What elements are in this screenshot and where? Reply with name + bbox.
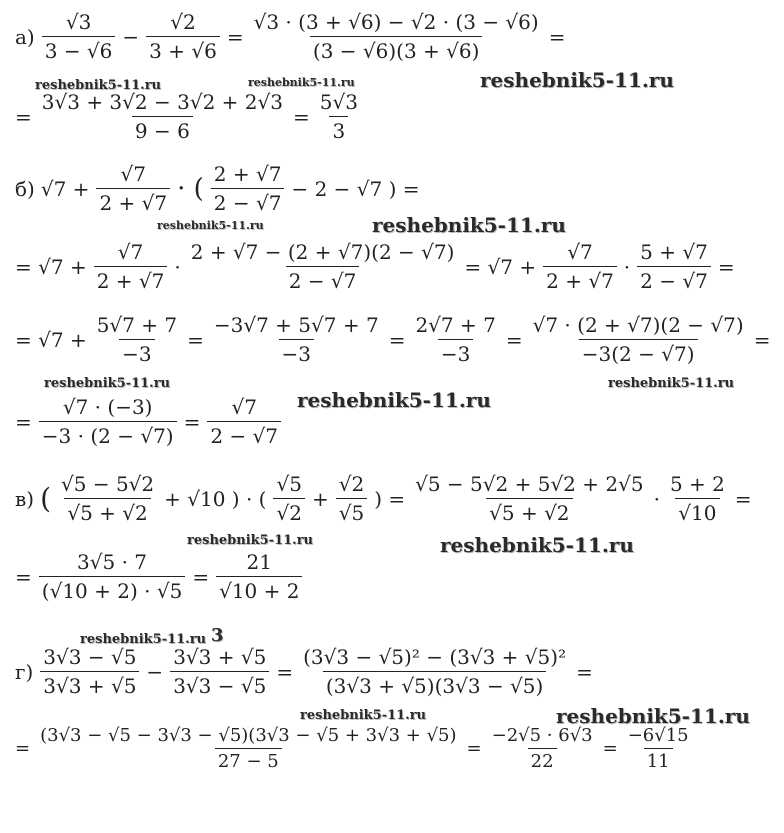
fraction: $\frac{√5 - 5√2 + 5√2 + 2√5}{√5 + √2}$ (415, 472, 644, 525)
fraction: $\frac{3√3 - √5}{3√3 + √5}$ (40, 645, 139, 698)
fraction: $\frac{√3}{3 - √6}$ (42, 10, 116, 63)
operator: = (548, 24, 566, 49)
operator: · (623, 254, 631, 279)
line-b-2 (12, 240, 738, 293)
expression: = √7 + (15, 254, 87, 279)
operator: = (602, 738, 618, 759)
line-g-1 (12, 645, 596, 698)
fraction: $\frac{2√7 + 7}{-3}$ (415, 313, 496, 366)
expression: − 2 − √7 ) = (291, 176, 420, 201)
fraction: $\frac{5 + √7}{2 - √7}$ (637, 240, 711, 293)
operator: = (226, 24, 244, 49)
fraction: $\frac{√7 \cdot (-3)}{-3 \cdot (2 - √7)}$ (39, 395, 177, 448)
expression: + √10 ) · ( (164, 486, 267, 511)
watermark: reshebnik5-11.ru (608, 376, 735, 391)
label-g: г) (15, 659, 34, 684)
fraction: $\frac{√3 \cdot (3 + √6) - √2 \cdot (3 - √6)}{(3 - √6)(3 + √6)}$ (253, 10, 539, 63)
fraction: $\frac{3√3 + 3√2 - 3√2 + 2√3}{9 - 6}$ (41, 90, 283, 143)
watermark: reshebnik5-11.ru (187, 533, 314, 548)
watermark: reshebnik5-11.ru (480, 68, 674, 92)
operator: = (576, 659, 593, 684)
operator: = (15, 738, 31, 759)
operator: = (276, 659, 294, 684)
line-a-2 (12, 90, 365, 143)
operator: = (734, 486, 752, 511)
operator: = (192, 564, 210, 589)
fraction: $\frac{√2}{√5}$ (336, 472, 367, 525)
watermark: reshebnik5-11.ru (157, 219, 264, 232)
watermark: reshebnik5-11.ru (35, 78, 162, 93)
fraction: $\frac{\text{(3√3 − √5)² − (3√3 + √5)²}}{(3√3 + √5)(3√3 - √5)}$ (303, 645, 567, 698)
fraction: $\frac{-3√7 + 5√7 + 7}{-3}$ (213, 313, 379, 366)
operator: = (15, 104, 32, 129)
fraction: $\frac{√7 \cdot (2 + √7)(2 - √7)}{-3(2 - √7)}$ (532, 313, 744, 366)
watermark: reshebnik5-11.ru (44, 376, 171, 391)
watermark: reshebnik5-11.ru (297, 388, 491, 412)
fraction: $\frac{√5}{√2}$ (273, 472, 304, 525)
operator: − (146, 659, 164, 684)
fraction: $\frac{√7}{2 - √7}$ (207, 395, 281, 448)
line-g-2 (12, 725, 696, 772)
paren: ( (40, 482, 51, 515)
expression: = √7 + (464, 254, 537, 279)
fraction: $\frac{5√7 + 7}{-3}$ (96, 313, 178, 366)
fraction: $\frac{3√5 \cdot 7}{(√10 + 2) \cdot √5}$ (39, 550, 186, 603)
operator: = (292, 104, 310, 129)
label-a: а) (15, 24, 35, 49)
fraction: $\frac{√7}{2 + √7}$ (96, 162, 170, 215)
fraction: $\frac{-6√15}{11}$ (627, 725, 689, 772)
line-v-1 (12, 472, 755, 525)
fraction: $\frac{√7}{2 + √7}$ (94, 240, 168, 293)
watermark: reshebnik5-11.ru (556, 704, 750, 728)
fraction: $\frac{√2}{3 + √6}$ (146, 10, 220, 63)
line-b-4 (12, 395, 285, 448)
operator: · (653, 486, 660, 511)
operator: = (388, 327, 406, 352)
watermark: reshebnik5-11.ru (248, 76, 355, 89)
stray-digit: 3 (211, 625, 224, 646)
fraction: $\frac{2 + √7 - (2 + √7)(2 - √7)}{2 - √7}$ (190, 240, 455, 293)
operator: + (311, 486, 329, 511)
fraction: $\frac{3√3 + √5}{3√3 - √5}$ (170, 645, 269, 698)
operator: = (753, 327, 771, 352)
label-v: в) (15, 486, 35, 511)
line-b-3 (12, 313, 773, 366)
operator: − (122, 24, 140, 49)
fraction: $\frac{-2√5 \cdot 6√3}{22}$ (491, 725, 593, 772)
operator: · (174, 254, 181, 279)
fraction: $\frac{5 + 2}{√10}$ (669, 472, 725, 525)
fraction: $\frac{5√3}{3}$ (319, 90, 358, 143)
expression: = √7 + (15, 327, 87, 352)
fraction: $\frac{2 + √7}{2 - √7}$ (211, 162, 285, 215)
operator: = (466, 738, 482, 759)
line-b-1 (12, 162, 423, 215)
expression: ) = (374, 486, 406, 511)
watermark: reshebnik5-11.ru (372, 213, 566, 237)
operator: = (187, 327, 204, 352)
expression: √7 + (40, 176, 90, 201)
line-v-2 (12, 550, 306, 603)
fraction: $\frac{√7}{2 + √7}$ (543, 240, 617, 293)
fraction: $\frac{21}{√10 + 2}$ (216, 550, 302, 603)
expression: · ( (177, 173, 204, 204)
operator: = (717, 254, 735, 279)
fraction: $\frac{√5 - 5√2}{√5 + √2}$ (61, 472, 155, 525)
operator: = (183, 409, 201, 434)
operator: = (15, 409, 32, 434)
operator: = (505, 327, 523, 352)
watermark: reshebnik5-11.ru (300, 708, 427, 723)
operator: = (15, 564, 32, 589)
fraction: $\frac{(3√3 - √5 - 3√3 - √5)(3√3 - √5 + 3√3 + √5)}{27 - 5}$ (40, 725, 457, 772)
label-b: б) (15, 176, 35, 201)
watermark: reshebnik5-11.ru (80, 632, 207, 647)
line-a-1 (12, 10, 568, 63)
watermark: reshebnik5-11.ru (440, 533, 634, 557)
